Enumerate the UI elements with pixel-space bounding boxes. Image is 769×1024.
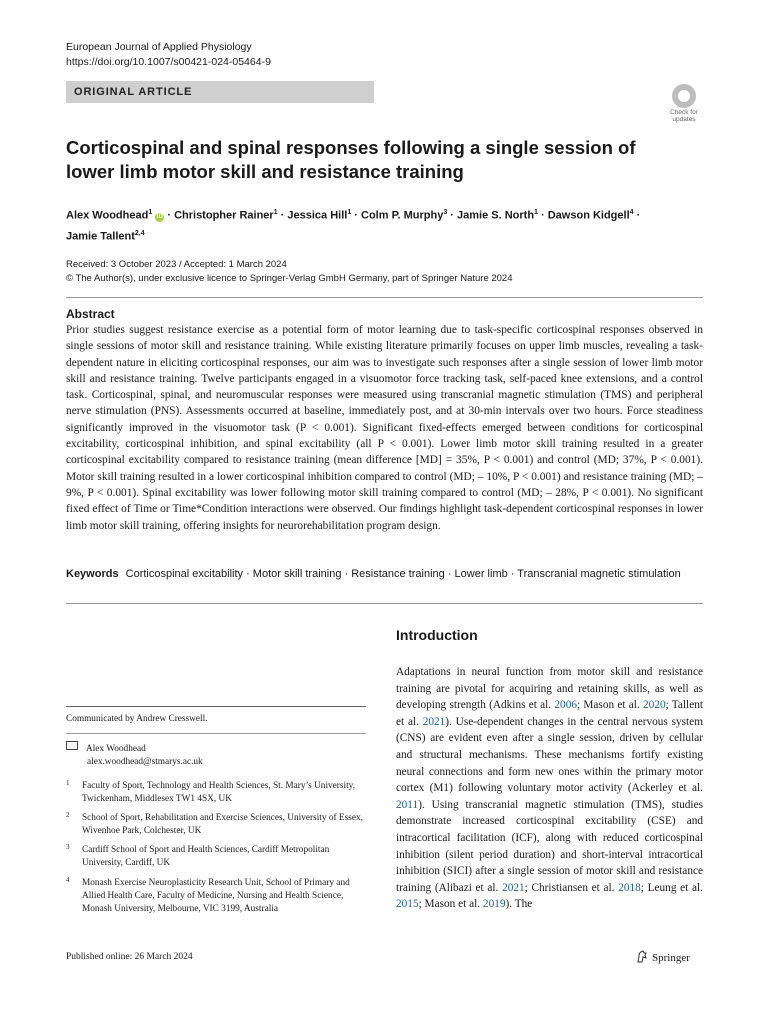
affiliation: [66, 877, 366, 915]
citation-link[interactable]: 2019: [482, 898, 506, 911]
author-name[interactable]: Jamie Tallent: [66, 230, 135, 243]
intro-text: ; Mason et al.: [576, 699, 644, 712]
footnote-divider: [66, 706, 366, 707]
contact-name: Alex Woodhead: [86, 744, 146, 754]
author-affiliation-mark: 3: [443, 209, 448, 216]
article-title: Corticospinal and spinal responses following a single session of lower limb motor skill and resistance training: [66, 137, 636, 182]
citation-link[interactable]: 2021: [502, 881, 525, 894]
author-affiliation-mark: 4: [629, 209, 634, 216]
intro-text: Adaptations in neural function from motor skill and resistance training are pivotal for acquiring and retaining skills, as well as developing strength (Adkins et al.: [396, 666, 703, 712]
abstract-body: Prior studies suggest resistance exercise as a potential form of motor learning due to task-specific corticospinal responses observed in single sessions of motor skill and resistance training. While existing literature primarily focuses on upper limb muscles, revealing a task-dependent nature in eliciting corticospinal responses, our aim was to investigate such responses after a single session of lower limb motor skill and resistance training. Twelve participants engaged in a visuomotor force tracking task, self-paced knee extensions, and a control task. Corticospinal, spinal, and neuromuscular responses were measured using transcranial magnetic stimulation (TMS) and peripheral nerve stimulation (PNS). Assessments occurred at baseline, immediately post, and at 30-min intervals over two hours. Force steadiness significantly improved in the visuomotor task (P < 0.001). Significant fixed-effects emerged between conditions for corticospinal excitability, corticospinal inhibition, and spinal excitability (all P < 0.001). Lower limb motor skill training resulted in a greater corticospinal excitability compared to resistance training (mean difference [MD] = 35%, P < 0.001) and control (MD; 37%, P < 0.001). Motor skill training resulted in a lower corticospinal inhibition compared to control (MD; – 10%, P < 0.001) and resistance training (MD; – 9%, P < 0.001). Spinal excitability was lower following motor skill training compared to control (MD; – 28%, P < 0.001). No significant fixed effect of Time or Time*Condition interactions were observed. Our findings highlight task-dependent corticospinal responses in lower limb motor skill training, offering insights for neurorehabilitation program design.: [66, 324, 703, 532]
intro-text: ; Tallent et al.: [396, 699, 703, 728]
affiliation-text: School of Sport, Rehabilitation and Exercise Sciences, University of Essex, Wivenhoe Park, Colchester, UK: [82, 813, 363, 836]
keywords-label: Keywords: [66, 568, 119, 580]
author-name[interactable]: Christopher Rainer: [174, 209, 274, 222]
intro-text: ). Use-dependent changes in the central nervous system (CNS) are evident even after a single session, driven by cellular and structural mechanisms. These mechanisms fortify existing neural connections and form new ones within the primary motor cortex (M1) following voluntary motor activity (Ackerley et al.: [396, 715, 703, 795]
intro-text: ; Mason et al.: [418, 898, 483, 911]
affiliation-text: Faculty of Sport, Technology and Health Sciences, St. Mary’s University, Twickenham, Middlesex TW1 4SX, UK: [82, 781, 356, 804]
keywords-text: Corticospinal excitability · Motor skill training · Resistance training · Lower limb · Transcranial magnetic stimulation: [125, 568, 681, 580]
crossmark-icon: [672, 84, 696, 108]
publisher-name: Springer: [652, 952, 690, 964]
author-affiliation-mark: 1: [347, 209, 352, 216]
author-affiliation-mark: 1: [534, 209, 538, 216]
contact-email[interactable]: alex.woodhead@stmarys.ac.uk: [87, 757, 203, 767]
affiliation: [66, 812, 366, 838]
author-name[interactable]: Colm P. Murphy: [361, 209, 444, 222]
author-affiliation-mark: 1: [148, 209, 153, 216]
footnote-divider: [66, 733, 366, 734]
intro-text: ; Christiansen et al.: [524, 881, 619, 894]
author-name[interactable]: Alex Woodhead: [66, 209, 149, 222]
keywords: [66, 566, 703, 583]
communicated-by: Communicated by Andrew Cresswell.: [66, 714, 208, 724]
intro-text: ; Leung et al.: [640, 881, 703, 894]
affiliation-number: 1: [66, 779, 70, 787]
article-dates: [66, 258, 706, 286]
author-name[interactable]: Jamie S. North: [457, 209, 535, 222]
citation-link[interactable]: 2018: [618, 881, 641, 894]
affiliation-number: 2: [66, 811, 70, 819]
envelope-icon: [66, 741, 78, 750]
received-accepted-dates: Received: 3 October 2023 / Accepted: 1 March 2024: [66, 259, 287, 270]
publisher-logo: [636, 950, 690, 964]
abstract-heading: Abstract: [66, 307, 115, 321]
crossmark-label: Check for updates: [670, 109, 698, 123]
journal-header: [66, 40, 271, 70]
springer-horse-icon: [636, 950, 648, 963]
divider: [66, 603, 703, 604]
author-name[interactable]: Dawson Kidgell: [547, 209, 630, 222]
introduction-body: [396, 664, 703, 913]
affiliation-text: Cardiff School of Sport and Health Sciences, Cardiff Metropolitan University, Cardiff, UK: [82, 845, 330, 868]
copyright-line: © The Author(s), under exclusive licence to Springer-Verlag GmbH Germany, part of Springer Nature 2024: [66, 273, 513, 284]
divider: [66, 297, 703, 298]
citation-link[interactable]: 2015: [396, 898, 419, 911]
check-for-updates-badge[interactable]: [665, 84, 703, 124]
affiliation: [66, 844, 366, 870]
corresponding-author: [66, 741, 203, 769]
citation-link[interactable]: 2006: [554, 699, 577, 712]
affiliation: [66, 780, 366, 806]
affiliation-number: 4: [66, 876, 70, 884]
article-type-banner: ORIGINAL ARTICLE: [66, 81, 374, 103]
published-online-date: Published online: 26 March 2024: [66, 952, 193, 962]
author-affiliation-mark: 1: [273, 209, 278, 216]
author-name[interactable]: Jessica Hill: [287, 209, 348, 222]
intro-text: ). The: [505, 898, 533, 911]
citation-link[interactable]: 2020: [643, 699, 666, 712]
author-affiliation-mark: 2,4: [134, 229, 145, 237]
intro-text: ). Using transcranial magnetic stimulation (TMS), studies demonstrate increased corticospinal excitability (CSE) and intracortical facilitation (ICF), along with reduced corticospinal inhibition (silent period duration) and short-interval intracortical inhibition (SICI) after a single session of motor skill and resistance training (Alibazi et al.: [396, 798, 703, 894]
author-list: Alex Woodhead$^1$ iD · Christopher Rainer$^1$ · Jessica Hill$^1$ · Colm P. Murphy$^3$ · Jamie S. North$^1$ · Dawson Kidgell$^4$ · Jamie Tallent$^{2,4}$: [66, 209, 641, 243]
citation-link[interactable]: 2021: [422, 715, 446, 728]
orcid-icon[interactable]: iD: [156, 213, 163, 220]
journal-name: European Journal of Applied Physiology: [66, 41, 252, 53]
introduction-heading: Introduction: [396, 627, 478, 643]
affiliation-number: 3: [66, 843, 70, 851]
citation-link[interactable]: 2011: [396, 798, 419, 811]
affiliation-text: Monash Exercise Neuroplasticity Research Unit, School of Primary and Allied Health Care, Faculty of Medicine, Nursing and Health Science, Monash University, Melbourne, VIC 3199, Australia: [82, 878, 350, 914]
doi-link[interactable]: https://doi.org/10.1007/s00421-024-05464-9: [66, 56, 271, 68]
